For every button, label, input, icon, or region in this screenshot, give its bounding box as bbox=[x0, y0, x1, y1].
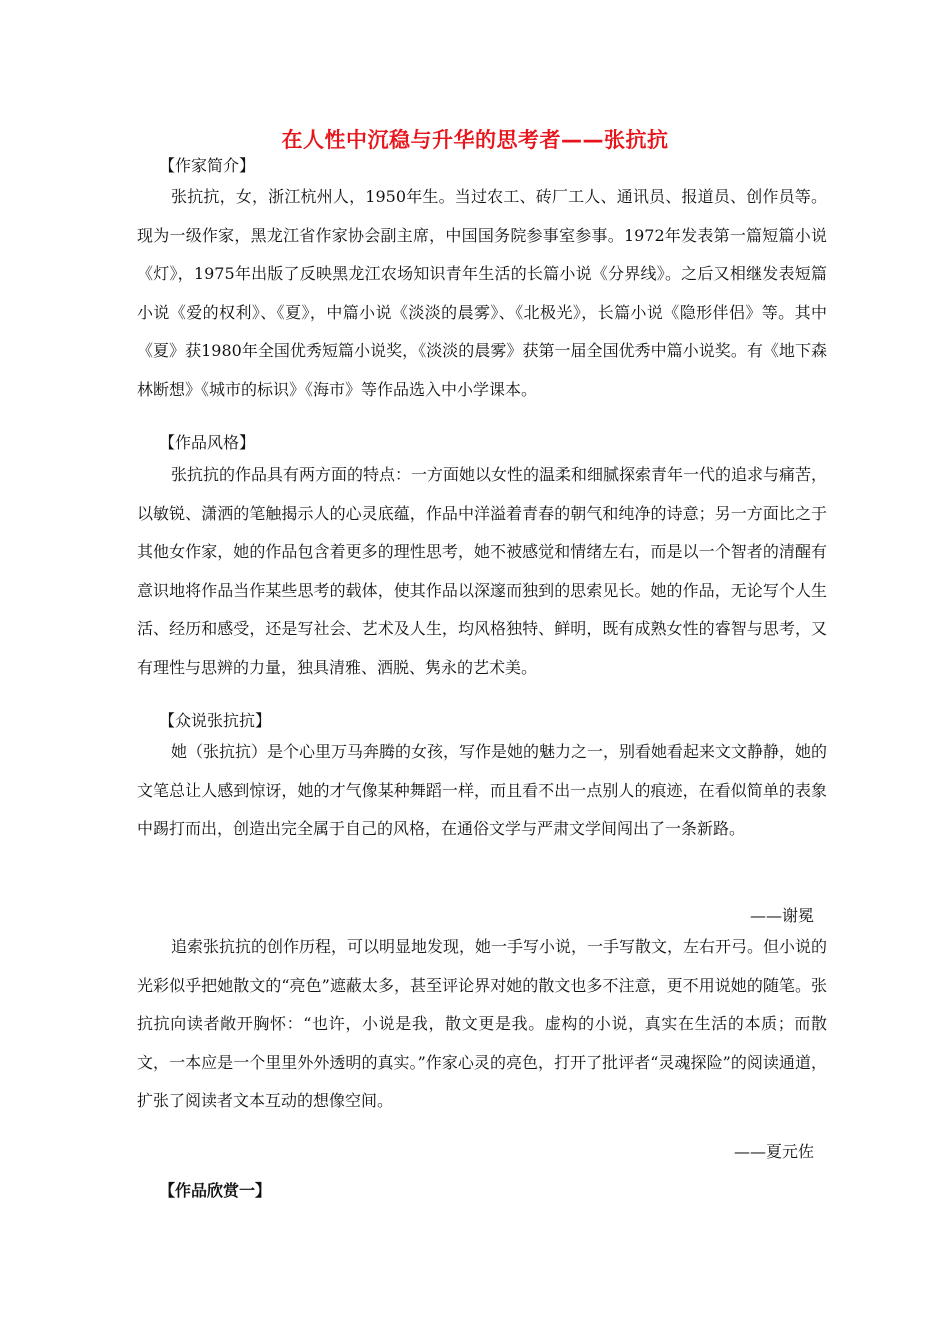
paragraph-work-style: 张抗抗的作品具有两方面的特点：一方面她以女性的温柔和细腻探索青年一代的追求与痛苦，以敏锐、潇洒的笔触揭示人的心灵底蕴，作品中洋溢着青春的朝气和纯净的诗意；另一方面比之于其他女作家，她的作品包含着更多的理性思考，她不被感觉和情绪左右，而是以一个智者的清醒有意识地将作品当作某些思考的载体，使其作品以深邃而独到的思索见长。她的作品，无论写个人生活、经历和感受，还是写社会、艺术及人生，均风格独特、鲜明，既有成熟女性的睿智与思考，又有理性与思辨的力量，独具清雅、洒脱、隽永的艺术美。 bbox=[137, 465, 828, 677]
paragraph-comment-1: 她（张抗抗）是个心里万马奔腾的女孩，写作是她的魅力之一，别看她看起来文文静静，她的文笔总让人感到惊讶，她的才气像某种舞蹈一样，而且看不出一点别人的痕迹，在看似简单的表象中踢打而出，创造出完全属于自己的风格，在通俗文学与严肃文学间闯出了一条新路。 bbox=[137, 742, 828, 839]
section-heading-comments: 【众说张抗抗】 bbox=[159, 711, 272, 730]
comment-2-author: ——夏元佐 bbox=[733, 1142, 814, 1161]
section-heading-work-style: 【作品风格】 bbox=[159, 433, 256, 452]
page-title: 在人性中沉稳与升华的思考者——张抗抗 bbox=[281, 128, 669, 152]
paragraph-comment-2: 追索张抗抗的创作历程，可以明显地发现，她一手写小说，一手写散文，左右开弓。但小说的光彩似乎把她散文的“亮色”遮蔽太多，甚至评论界对她的散文也多不注意，更不用说她的随笔。张抗抗向读者敞开胸怀：“也许，小说是我，散文更是我。虚构的小说，真实在生活的本质；而散文，一本应是一个里里外外透明的真实。”作家心灵的亮色，打开了批评者“灵魂探险”的阅读通道，扩张了阅读者文本互动的想像空间。 bbox=[137, 937, 828, 1111]
comment-1-author: ——谢冕 bbox=[749, 906, 814, 925]
section-heading-appreciation: 【作品欣赏一】 bbox=[159, 1181, 272, 1200]
paragraph-author-intro: 张抗抗，女，浙江杭州人，1950年生。当过农工、砖厂工人、通讯员、报道员、创作员等。现为一级作家，黑龙江省作家协会副主席，中国国务院参事室参事。1972年发表第一篇短篇小说《灯》，1975年出版了反映黑龙江农场知识青年生活的长篇小说《分界线》。之后又相继发表短篇小说《爱的权利》、《夏》，中篇小说《淡淡的晨雾》、《北极光》，长篇小说《隐形伴侣》等。其中《夏》获1980年全国优秀短篇小说奖，《淡淡的晨雾》获第一届全国优秀中篇小说奖。有《地下森林断想》《城市的标识》《海市》等作品选入中小学课本。 bbox=[137, 187, 827, 399]
section-heading-author-intro: 【作家简介】 bbox=[159, 156, 256, 175]
